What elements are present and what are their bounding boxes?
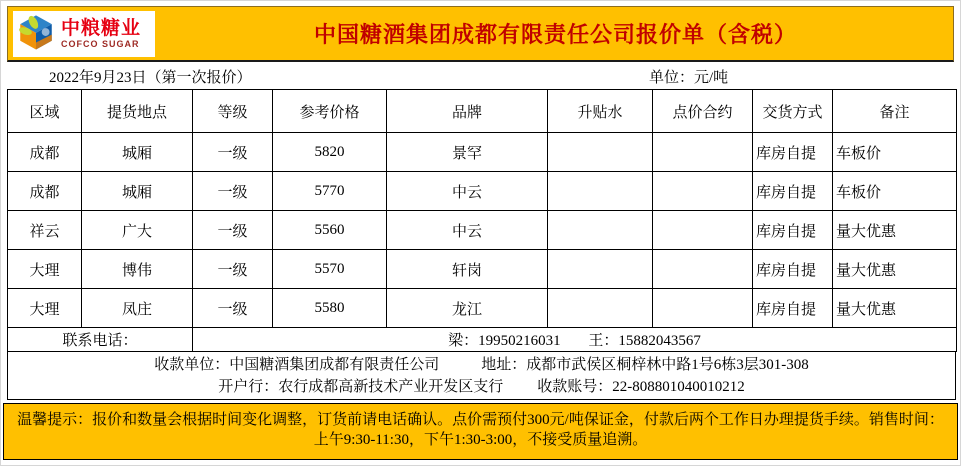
table-row	[8, 250, 957, 289]
quote-table	[7, 89, 957, 352]
quote-date: 2022年9月23日（第一次报价）	[49, 70, 252, 86]
cell-contract	[653, 172, 753, 211]
cell-note: 量大优惠	[833, 250, 957, 289]
cell-price: 5580	[273, 289, 387, 328]
cell-grade: 一级	[193, 250, 273, 289]
cell-pickup: 凤庄	[82, 289, 193, 328]
cell-delivery: 库房自提	[753, 211, 833, 250]
cell-pickup: 城厢	[82, 133, 193, 172]
contact-phone-liang: 梁：19950216031	[448, 333, 561, 349]
cell-price: 5820	[273, 133, 387, 172]
cell-brand: 轩岗	[387, 250, 548, 289]
cell-pickup: 广大	[82, 211, 193, 250]
cell-premium	[548, 211, 653, 250]
cell-price: 5570	[273, 250, 387, 289]
cell-grade: 一级	[193, 133, 273, 172]
cell-note: 车板价	[833, 172, 957, 211]
col-header-brand: 品牌	[387, 90, 548, 133]
page-title: 中国糖酒集团成都有限责任公司报价单（含税）	[313, 22, 797, 47]
cell-region: 成都	[8, 172, 82, 211]
col-header-note: 备注	[833, 90, 957, 133]
cell-delivery: 库房自提	[753, 289, 833, 328]
cell-contract	[653, 250, 753, 289]
cell-pickup: 城厢	[82, 172, 193, 211]
cell-brand: 龙江	[387, 289, 548, 328]
contact-label: 联系电话：	[8, 328, 193, 352]
cell-delivery: 库房自提	[753, 172, 833, 211]
cell-premium	[548, 250, 653, 289]
cell-grade: 一级	[193, 211, 273, 250]
warm-tip: 温馨提示：报价和数量会根据时间变化调整，订货前请电话确认。点价需预付300元/吨保证金，付款后两个工作日办理提货手续。销售时间：上午9:30-11:30，下午1:30-3:00，不接受质量追溯。	[3, 403, 958, 460]
logo-name-cn: 中粮糖业	[61, 18, 142, 39]
cell-contract	[653, 133, 753, 172]
logo-name-en: COFCO SUGAR	[61, 39, 140, 49]
meta-row	[1, 62, 960, 89]
contact-row	[8, 328, 957, 352]
col-header-delivery: 交货方式	[753, 90, 833, 133]
payee-name: 收款单位：中国糖酒集团成都有限责任公司	[154, 357, 440, 373]
logo-text	[61, 19, 141, 49]
table-row	[8, 172, 957, 211]
contact-phone-wang: 王：15882043567	[588, 333, 701, 349]
cell-brand: 景罕	[387, 133, 548, 172]
cell-brand: 中云	[387, 172, 548, 211]
company-logo	[13, 11, 155, 57]
cell-pickup: 博伟	[82, 250, 193, 289]
cell-region: 祥云	[8, 211, 82, 250]
cell-grade: 一级	[193, 172, 273, 211]
cofco-cube-icon	[15, 11, 57, 58]
col-header-contract: 点价合约	[653, 90, 753, 133]
cell-note: 量大优惠	[833, 211, 957, 250]
cell-region: 大理	[8, 250, 82, 289]
payee-block	[7, 352, 956, 400]
cell-premium	[548, 133, 653, 172]
col-header-grade: 等级	[193, 90, 273, 133]
cell-brand: 中云	[387, 211, 548, 250]
table-header-row	[8, 90, 957, 133]
cell-premium	[548, 172, 653, 211]
cell-price: 5770	[273, 172, 387, 211]
cell-delivery: 库房自提	[753, 250, 833, 289]
header-band	[7, 6, 954, 62]
payee-account: 收款账号：22-808801040010212	[537, 379, 745, 395]
cell-premium	[548, 289, 653, 328]
payee-bank: 开户行：农行成都高新技术产业开发区支行	[218, 379, 504, 395]
cell-contract	[653, 289, 753, 328]
cell-grade: 一级	[193, 289, 273, 328]
col-header-price: 参考价格	[273, 90, 387, 133]
payee-address: 地址：成都市武侯区桐梓林中路1号6栋3层301-308	[481, 357, 809, 373]
col-header-region: 区域	[8, 90, 82, 133]
cell-delivery: 库房自提	[753, 133, 833, 172]
col-header-premium: 升贴水	[548, 90, 653, 133]
unit-label: 单位：元/吨	[649, 70, 729, 86]
payee-line-2	[8, 376, 955, 398]
cell-region: 成都	[8, 133, 82, 172]
quote-table-body	[8, 133, 957, 328]
contact-phones	[193, 328, 957, 352]
cell-note: 车板价	[833, 133, 957, 172]
cell-contract	[653, 211, 753, 250]
cell-region: 大理	[8, 289, 82, 328]
payee-line-1	[8, 354, 955, 376]
table-row	[8, 289, 957, 328]
cell-price: 5560	[273, 211, 387, 250]
cell-note: 量大优惠	[833, 289, 957, 328]
col-header-pickup: 提货地点	[82, 90, 193, 133]
table-row	[8, 133, 957, 172]
table-row	[8, 211, 957, 250]
